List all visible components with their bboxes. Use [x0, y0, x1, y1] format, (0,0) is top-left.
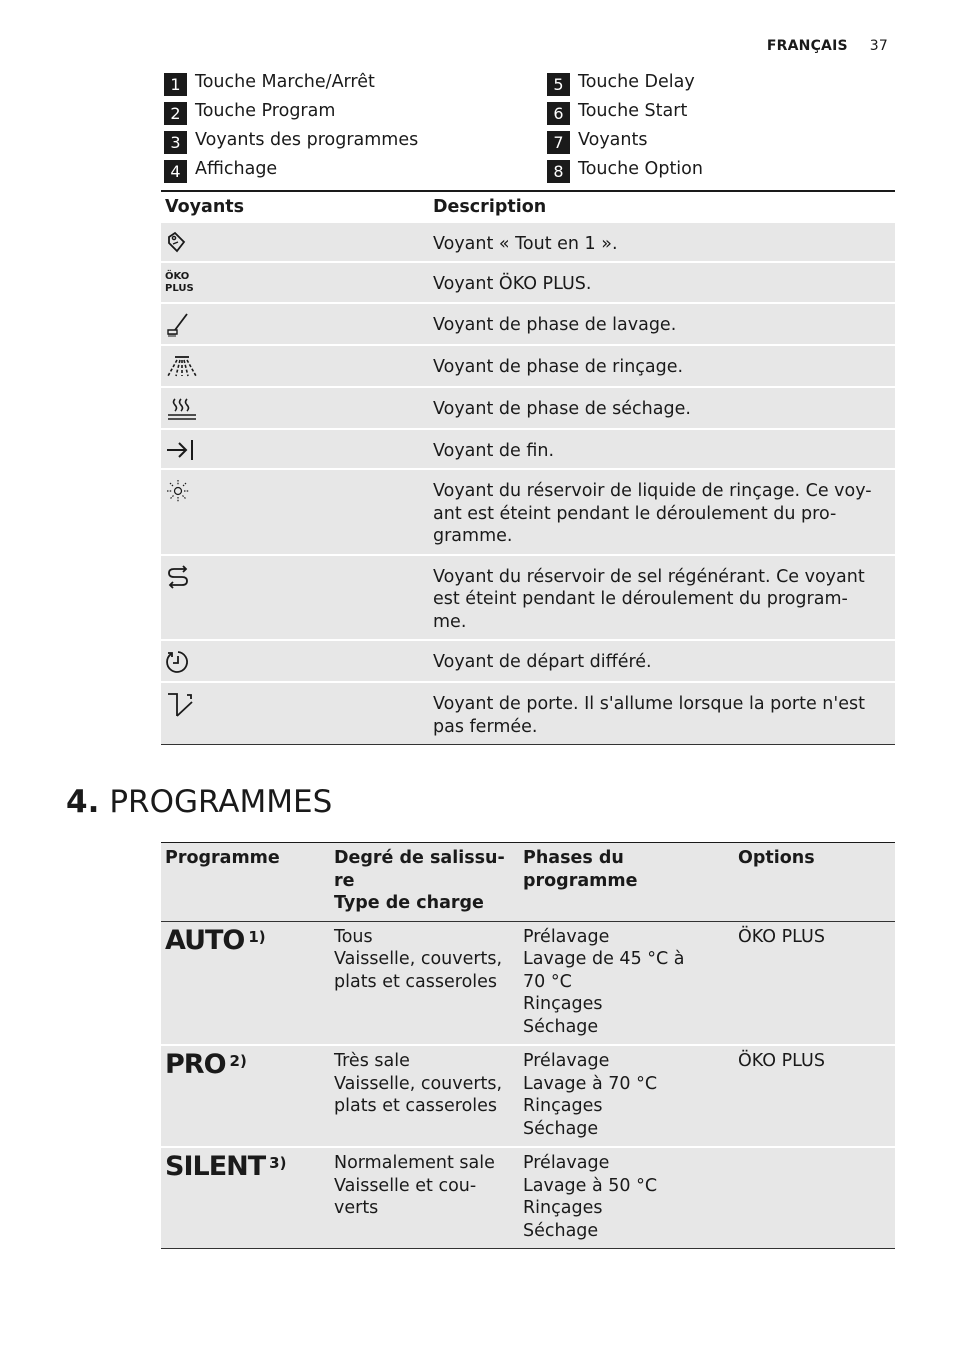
- legend-number: 2: [164, 102, 187, 125]
- column-header-programme: Programme: [161, 843, 330, 922]
- programme-name-cell: [161, 921, 330, 1045]
- table-row: [161, 682, 895, 745]
- legend-item: [547, 70, 894, 94]
- door-icon: [165, 691, 425, 717]
- arrow-end-icon: [165, 438, 425, 462]
- oko-plus-icon: ÖKO PLUS: [165, 271, 194, 294]
- phases-cell: Prélavage Lavage à 50 °C Rinçages Séchage: [519, 1147, 734, 1249]
- legend-number: 8: [547, 160, 570, 183]
- phases-cell: Prélavage Lavage de 45 °C à 70 °C Rinçages Séchage: [519, 921, 734, 1045]
- control-legend: [164, 70, 894, 181]
- table-row: [161, 640, 895, 682]
- table-row: [161, 222, 895, 263]
- options-cell: [734, 1147, 895, 1249]
- legend-item: [547, 157, 894, 181]
- column-header-description: Description: [429, 191, 895, 222]
- section-heading: PROGRAMMES: [109, 784, 333, 820]
- legend-number: 5: [547, 73, 570, 96]
- legend-label: Affichage: [195, 159, 278, 179]
- column-header-options: Options: [734, 843, 895, 922]
- tag-icon: [165, 231, 425, 255]
- phases-cell: Prélavage Lavage à 70 °C Rinçages Séchage: [519, 1045, 734, 1147]
- footnote-ref: 3): [269, 1154, 287, 1172]
- degre-cell: Très sale Vaisselle, couverts, plats et casseroles: [330, 1045, 519, 1147]
- legend-item: [547, 99, 894, 123]
- legend-number: 7: [547, 131, 570, 154]
- footnote-ref: 1): [248, 927, 266, 946]
- legend-label: Touche Program: [195, 101, 336, 121]
- rinse-aid-icon: [165, 478, 425, 504]
- legend-label: Touche Marche/Arrêt: [195, 72, 375, 92]
- row-description: Voyant du réservoir de sel régénérant. Ce voyant est éteint pendant le déroulement du program- me.: [429, 555, 895, 641]
- row-description: Voyant de porte. Il s'allume lorsque la porte n'est pas fermée.: [429, 682, 895, 745]
- legend-label: Touche Option: [578, 159, 703, 179]
- section-title: [66, 784, 332, 820]
- legend-item: [164, 99, 547, 123]
- salt-icon: [165, 564, 425, 590]
- legend-label: Voyants des programmes: [195, 130, 419, 150]
- table-row: [161, 387, 895, 429]
- spray-icon: [165, 354, 425, 380]
- table-header-row: [161, 191, 895, 222]
- legend-label: Voyants: [578, 130, 648, 150]
- legend-item: [164, 128, 547, 152]
- row-description: Voyant de départ différé.: [429, 640, 895, 682]
- page-header: [767, 38, 888, 54]
- programme-auto: AUTO $^{1)}$: [165, 924, 266, 956]
- column-header-phases: Phases du programme: [519, 843, 734, 922]
- legend-item: [164, 157, 547, 181]
- row-description: Voyant de phase de rinçage.: [429, 345, 895, 387]
- table-row: [161, 303, 895, 345]
- row-description: Voyant de phase de séchage.: [429, 387, 895, 429]
- table-row: [161, 429, 895, 470]
- clock-icon: [165, 649, 425, 675]
- header-language: FRANÇAIS: [766, 38, 848, 54]
- legend-label: Touche Start: [578, 101, 688, 121]
- table-row: [161, 555, 895, 641]
- table-row: [161, 469, 895, 555]
- legend-number: 3: [164, 131, 187, 154]
- legend-item: [547, 128, 894, 152]
- table-header-row: [161, 843, 895, 922]
- brush-icon: [165, 312, 425, 338]
- table-row: [161, 1045, 895, 1147]
- legend-label: Touche Delay: [578, 72, 695, 92]
- degre-cell: Normalement sale Vaisselle et cou- verts: [330, 1147, 519, 1249]
- row-description: Voyant de phase de lavage.: [429, 303, 895, 345]
- voyants-table: [161, 190, 895, 745]
- row-description: Voyant du réservoir de liquide de rinçage. Ce voy- ant est éteint pendant le déroulement du pro- gramme.: [429, 469, 895, 555]
- steam-icon: [165, 396, 425, 422]
- column-header-degre: Degré de salissu- re Type de charge: [330, 843, 519, 922]
- legend-number: 6: [547, 102, 570, 125]
- footnote-ref: 2): [229, 1052, 247, 1070]
- legend-item: [164, 70, 547, 94]
- table-row: [161, 921, 895, 1045]
- programmes-table: [161, 842, 895, 1249]
- table-row: [161, 262, 895, 303]
- degre-cell: Tous Vaisselle, couverts, plats et casseroles: [330, 921, 519, 1045]
- page-number: 37: [869, 38, 888, 54]
- programme-name-cell: [161, 1045, 330, 1147]
- programme-silent: SILENT $^{3)}$: [165, 1151, 287, 1182]
- programme-name-cell: [161, 1147, 330, 1249]
- row-description: Voyant de fin.: [429, 429, 895, 470]
- row-description: Voyant « Tout en 1 ».: [429, 222, 895, 263]
- section-number: 4.: [66, 784, 100, 820]
- row-description: Voyant ÖKO PLUS.: [429, 262, 895, 303]
- programme-pro: PRO $^{2)}$: [165, 1049, 247, 1080]
- options-cell: ÖKO PLUS: [734, 921, 895, 1045]
- column-header-voyants: Voyants: [161, 191, 429, 222]
- legend-number: 4: [164, 160, 187, 183]
- table-row: [161, 345, 895, 387]
- legend-number: 1: [164, 73, 187, 96]
- options-cell: ÖKO PLUS: [734, 1045, 895, 1147]
- table-row: [161, 1147, 895, 1249]
